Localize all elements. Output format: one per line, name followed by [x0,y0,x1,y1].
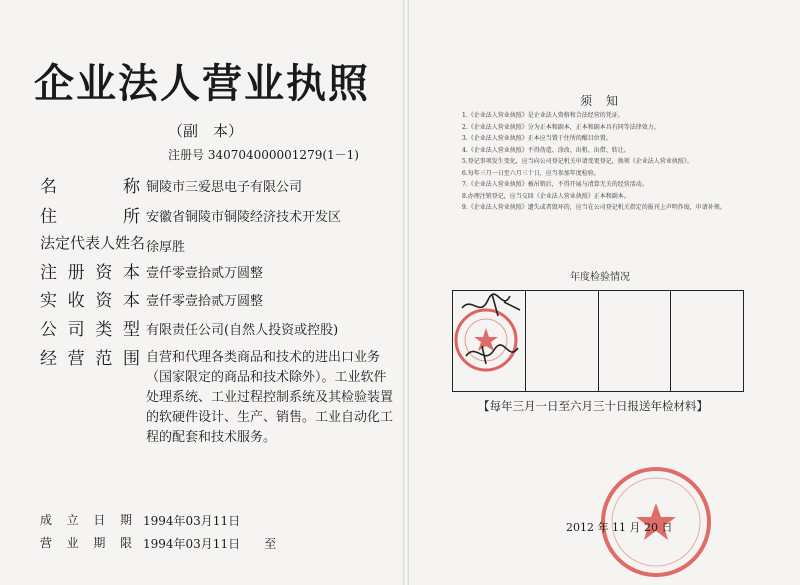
issue-date: 2012 年 11 月 20 日 [566,521,673,534]
field-label-name: 名 称 [40,177,140,197]
inspection-cell [525,291,598,392]
date-label-term: 营 业 期 限 [40,536,132,550]
notice-item: 2.《企业法人营业执照》分为正本和副本，正本和副本具有同等法律效力。 [462,123,660,131]
copy-subtitle: （副 本） [168,122,244,140]
field-value-legal-rep: 徐厚胜 [146,240,186,255]
notice-item: 8.办理注销登记，应当交回《企业法人营业执照》正本和副本。 [462,192,630,200]
field-label-company-type: 公 司 类 型 [40,320,140,340]
notice-item: 5.登记事项发生变化，应当向公司登记机关申请变更登记，换领《企业法人营业执照》。 [462,158,693,165]
field-label-registered-capital: 注 册 资 本 [40,263,140,283]
notice-list [462,110,762,214]
field-label-paid-capital: 实 收 资 本 [40,291,140,311]
field-value-name: 铜陵市三爱思电子有限公司 [146,180,303,195]
page-fold [403,0,409,585]
page-title: 企业法人营业执照 [34,61,370,107]
date-value-term: 1994年03月11日 至 [143,537,277,551]
notice-item: 3.《企业法人营业执照》正本应当置于住所的醒目位置。 [462,135,612,142]
notice-item: 4.《企业法人营业执照》不得伪造、涂改、出租、出借、转让。 [462,146,630,154]
notice-item: 1.《企业法人营业执照》是企业法人资格和合法经营的凭证。 [462,112,624,119]
annual-inspection-note: 【每年三月一日至六月三十日报送年检材料】 [478,399,708,413]
notice-title: 须知 [580,94,633,108]
signature-icon [458,290,528,370]
field-value-business-scope: 自营和代理各类商品和技术的进出口业务（国家限定的商品和技术除外）。工业软件处理系统、工业过程控制系统及其检验装置的软硬件设计、生产、销售。工业自动化工程的配套和技术服务。 [146,350,394,445]
date-label-established: 成 立 日 期 [40,513,132,527]
notice-item: 7.《企业法人营业执照》被吊销后，不得开展与清算无关的经营活动。 [462,181,648,188]
field-value-registered-capital: 壹仟零壹拾贰万圆整 [146,266,264,281]
notice-item: 6.每年三月一日至六月三十日，应当参加年度检验。 [462,169,600,177]
registration-number: 注册号 340704000001279(1－1) [168,148,359,162]
annual-inspection-title: 年度检验情况 [570,272,630,283]
field-value-address: 安徽省铜陵市铜陵经济技术开发区 [146,210,342,225]
inspection-cell [598,291,671,392]
field-label-address: 住 所 [40,207,140,227]
notice-item: 9.《企业法人营业执照》遗失或者毁坏的，应当在公司登记机关指定的报刊上声明作废，申请补领。 [462,204,726,211]
field-label-business-scope: 经 营 范 围 [40,349,140,369]
date-value-established: 1994年03月11日 [143,514,241,528]
field-value-paid-capital: 壹仟零壹拾贰万圆整 [146,294,264,309]
field-label-legal-rep: 法定代表人姓名 [40,234,146,252]
inspection-cell [671,291,744,392]
field-value-company-type: 有限责任公司(自然人投资或控股) [146,323,339,338]
